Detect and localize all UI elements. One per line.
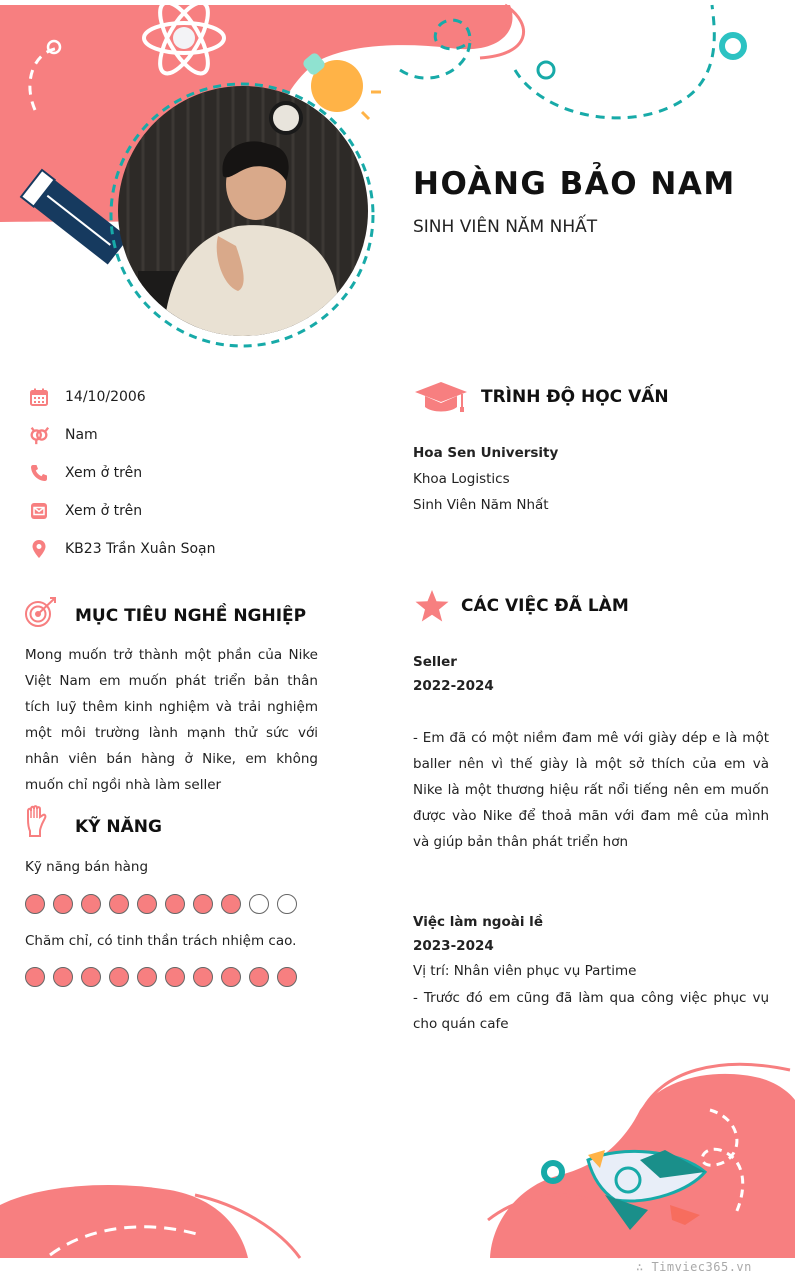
watermark [636,1260,752,1274]
rating-dot-filled [25,894,45,914]
candidate-role: SINH VIÊN NĂM NHẤT [413,217,598,237]
contact-email [28,498,142,524]
rating-dot-filled [165,894,185,914]
phone-icon [28,462,50,484]
job-period: 2023-2024 [413,938,494,954]
skill-name: Kỹ năng bán hàng [25,859,149,875]
education-title: TRÌNH ĐỘ HỌC VẤN [481,387,669,407]
phone-value: Xem ở trên [65,465,143,481]
job-description: - Em đã có một niềm đam mê với giày dép e là một baller nên vì thế giày là một sở thích của em và Nike là một thương hiệu rất nổi tiếng nên em muốn được vào Nike để thoả mãn với đam mê của mình và giúp bản thân phát triển hơn [413,730,769,850]
faculty-name: Khoa Logistics [413,471,510,487]
calendar-icon [28,386,50,408]
study-level: Sinh Viên Năm Nhất [413,497,549,513]
mail-icon [28,500,50,522]
rating-dot-filled [81,967,101,987]
contact-gender [28,422,98,448]
gender-value: Nam [65,427,98,443]
rating-dot-filled [53,967,73,987]
skill-rating [25,894,305,914]
watermark-dots-icon: ∴ [636,1260,652,1274]
star-icon [414,589,450,627]
objective-text: Mong muốn trở thành một phần của Nike Việt Nam em muốn phát triển bản thân tích luỹ thêm kinh nghiệm và trải nghiệm một môi trường lành mạnh thử sức với nhân viên bán hàng ở Nike, em không muốn chỉ ngồi nhà làm seller [25,647,318,793]
fist-icon [24,805,48,841]
rating-dot-filled [165,967,185,987]
experience-title: CÁC VIỆC ĐÃ LÀM [461,596,629,616]
rating-dot-filled [109,967,129,987]
rating-dot-filled [249,967,269,987]
rating-dot-filled [109,894,129,914]
gender-icon [28,424,50,446]
objective-title: MỤC TIÊU NGHỀ NGHIỆP [75,606,307,626]
birthdate-value: 14/10/2006 [65,389,146,405]
contact-phone [28,460,142,486]
rating-dot-filled [81,894,101,914]
contact-address [28,536,215,562]
location-pin-icon [28,538,50,560]
graduation-cap-icon [414,380,468,418]
rating-dot-filled [137,967,157,987]
rating-dot-empty [277,894,297,914]
job-position: Việc làm ngoài lề [413,914,543,930]
rating-dot-filled [53,894,73,914]
school-name: Hoa Sen University [413,445,559,461]
rating-dot-filled [277,967,297,987]
job-position: Seller [413,654,457,670]
job-detail: Vị trí: Nhân viên phục vụ Partime [413,963,637,979]
address-value: KB23 Trần Xuân Soạn [65,541,216,557]
skill-name: Chăm chỉ, có tinh thần trách nhiệm cao. [25,933,297,949]
candidate-name: HOÀNG BẢO NAM [413,166,736,202]
profile-photo [118,86,368,336]
job-description: - Trước đó em cũng đã làm qua công việc phục vụ cho quán cafe [413,990,769,1032]
rating-dot-filled [137,894,157,914]
contact-birthdate [28,384,146,410]
email-value: Xem ở trên [65,503,143,519]
target-icon [24,597,58,633]
watermark-text: Timviec365.vn [651,1260,752,1274]
rating-dot-filled [25,967,45,987]
skills-title: KỸ NĂNG [75,817,162,837]
rating-dot-filled [221,894,241,914]
job-period: 2022-2024 [413,678,494,694]
rating-dot-filled [221,967,241,987]
rating-dot-empty [249,894,269,914]
rating-dot-filled [193,967,213,987]
skill-rating [25,967,305,987]
rating-dot-filled [193,894,213,914]
